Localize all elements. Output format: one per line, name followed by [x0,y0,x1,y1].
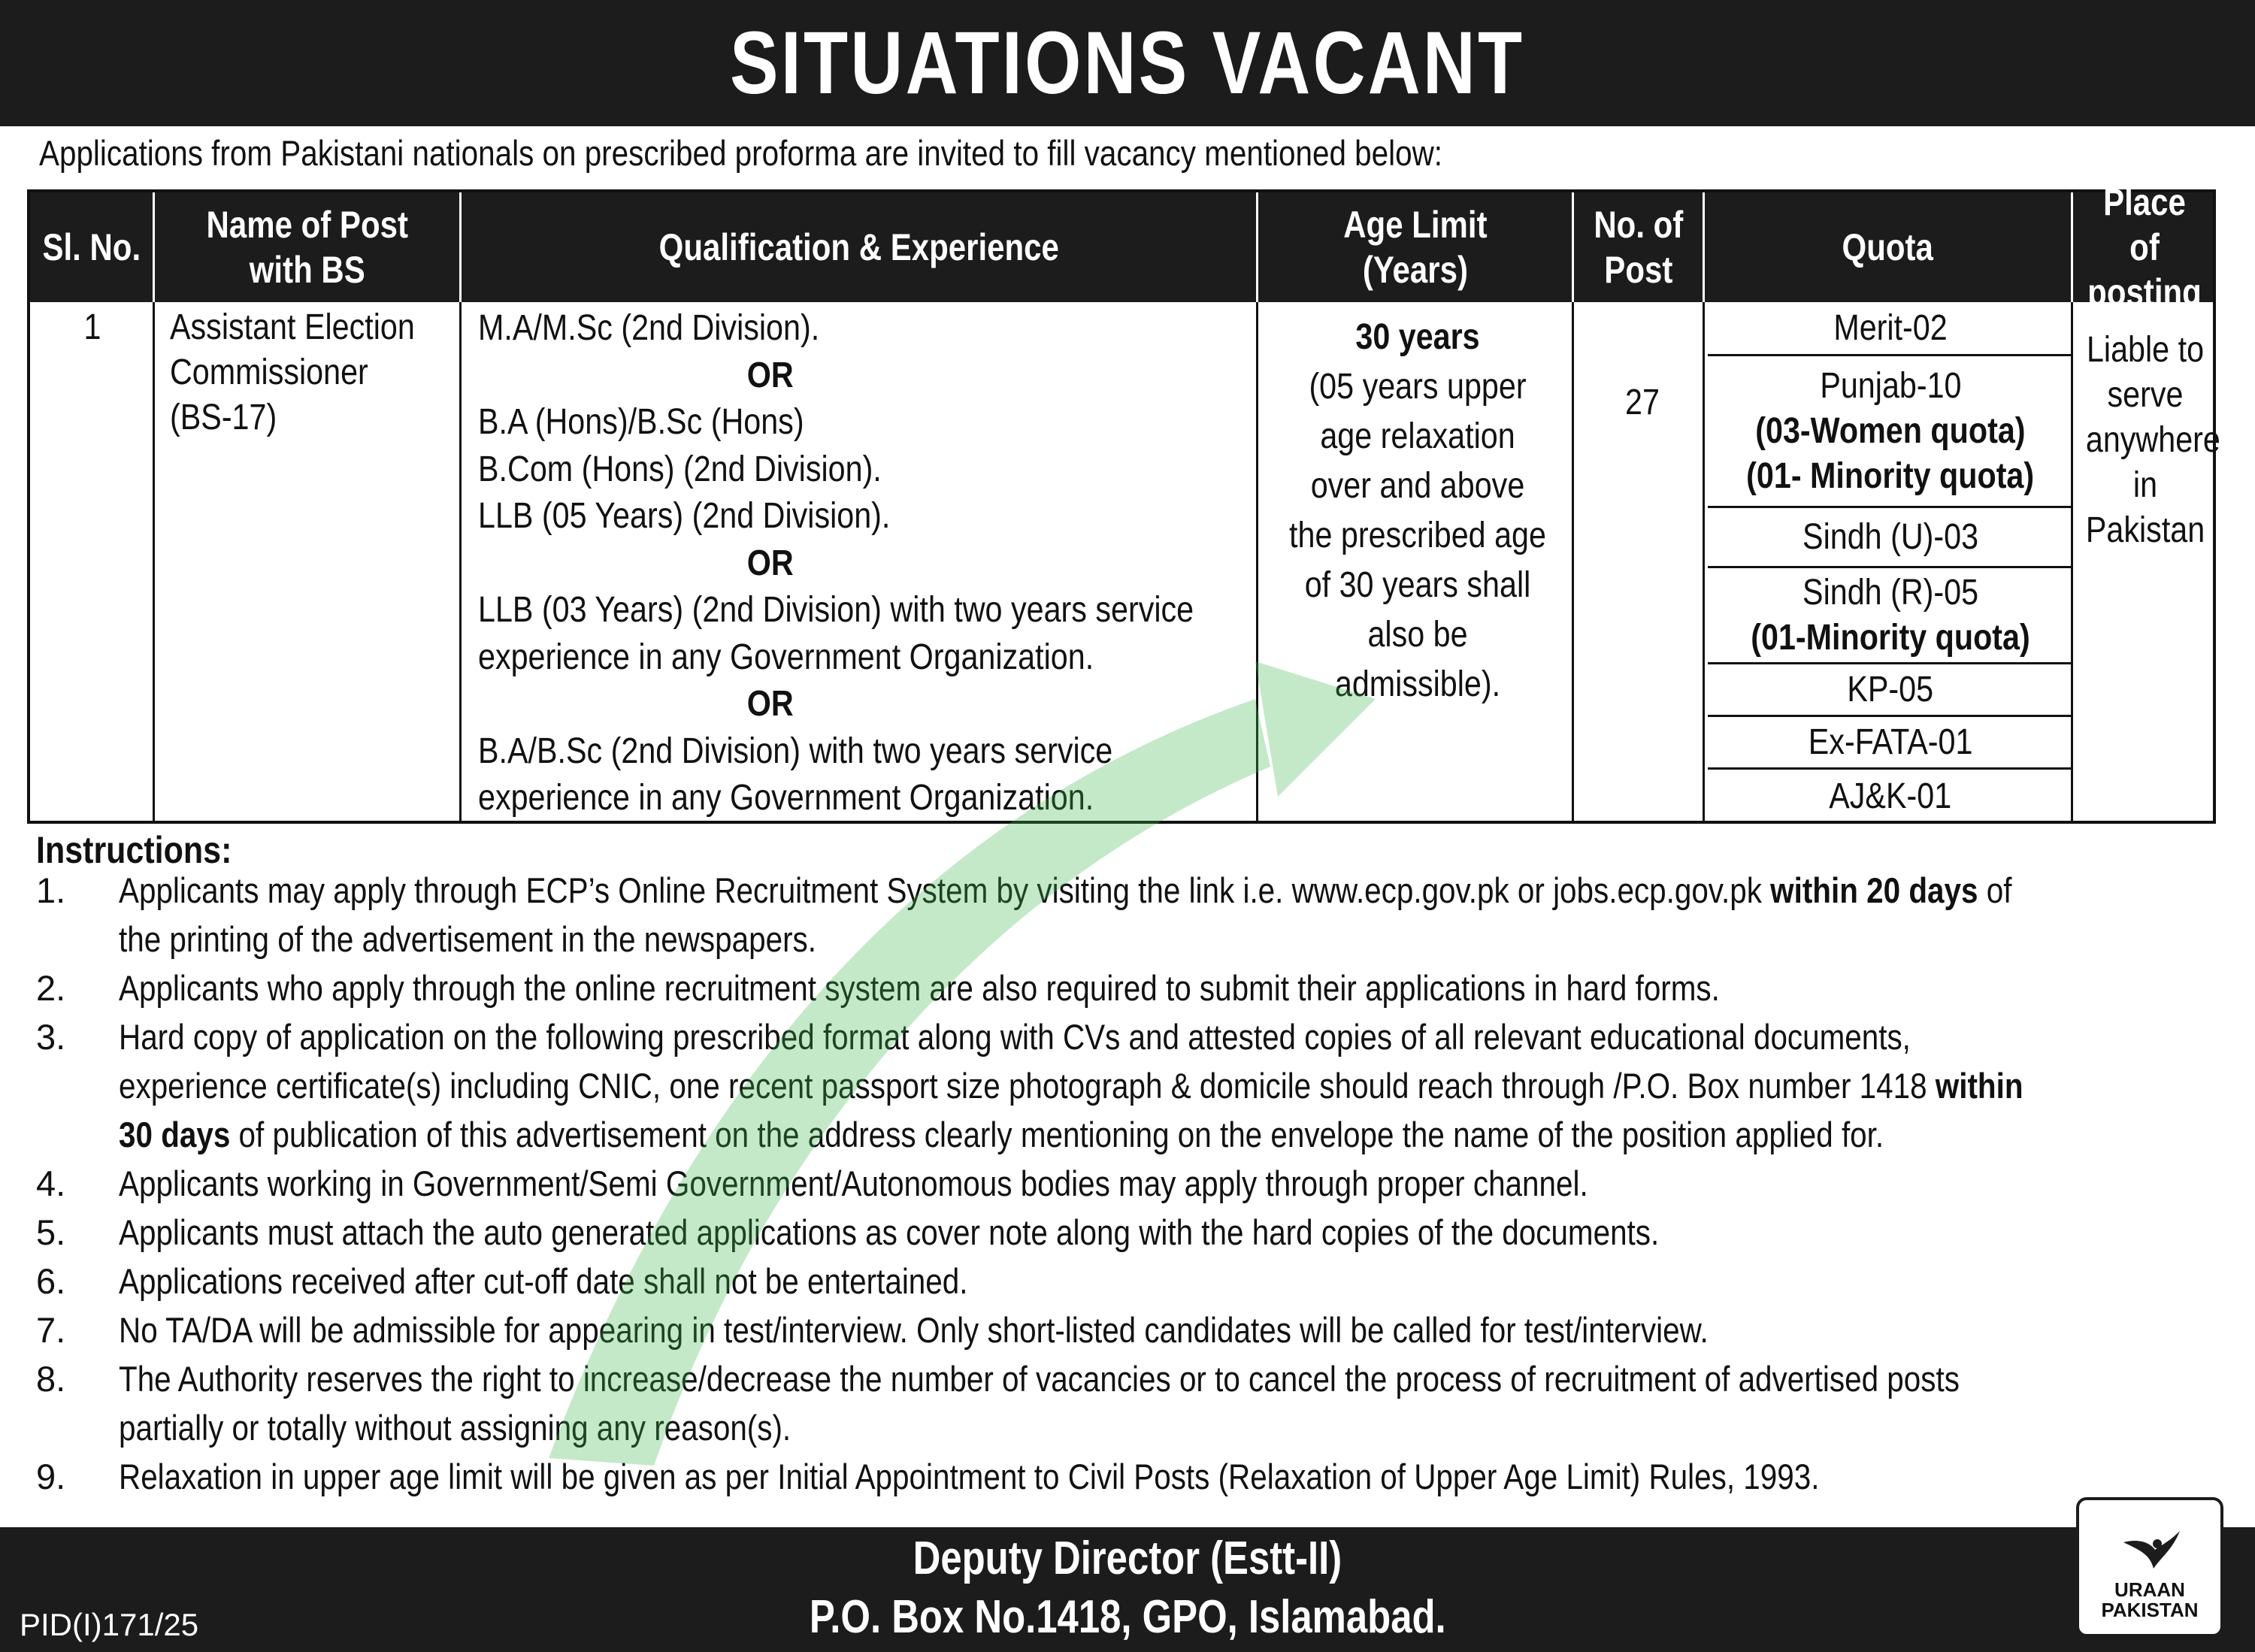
page-title: SITUATIONS VACANT [730,14,1525,113]
instruction-text: the printing of the advertisement in the newspapers. [119,919,816,959]
age-limit-line: of 30 years shall [1304,565,1531,605]
column-header: Sl. No. [30,192,155,302]
instructions-title: Instructions: [36,829,232,871]
qualification-or: OR [746,684,794,724]
table-divider [459,302,462,824]
pid-code: PID(I)171/25 [20,1607,199,1642]
quota-line: Sindh (U)-03 [1802,516,1978,557]
table-header [30,181,2213,313]
uraan-pakistan-logo [2076,1497,2223,1637]
quota-line: (03-Women quota) [1755,410,2026,451]
posting-line: in [2132,465,2158,505]
qualification-line: B.A/B.Sc (2nd Division) with two years service [478,731,1113,771]
intro-text: Applications from Pakistani nationals on prescribed proforma are invited to fill vacancy mentioned below: [39,133,1443,173]
instruction-number: 6. [36,1261,66,1301]
quota-line: Sindh (R)-05 [1802,572,1978,613]
vacancy-table [27,181,2220,824]
instruction-text: Relaxation in upper age limit will be given as per Initial Appointment to Civil Posts (Relaxation of Upper Age Limit) Rules, 1993. [119,1457,1820,1496]
cell-place-of-posting [2076,328,2220,553]
posting-line: serve [2107,375,2184,415]
quota-cell [1708,302,2073,356]
logo-text-line1: URAAN [2114,1578,2185,1601]
instruction-emphasis: within 20 days [1770,870,1978,910]
quota-line: KP-05 [1847,669,1934,710]
footer-bar [0,1527,2255,1652]
instruction-number: 2. [36,968,66,1008]
age-limit-line: over and above [1310,466,1525,506]
age-limit-line: (05 years upper [1309,367,1527,407]
instruction-number: 8. [36,1359,66,1399]
quota-line: (01- Minority quota) [1746,455,2035,496]
instruction-text: Hard copy of application on the following prescribed format along with CVs and attested copies of all relevant educational documents, [119,1017,1911,1057]
column-header: Quota [1705,192,2073,302]
column-header: Name of Post with BS [155,192,462,302]
age-limit-line: admissible). [1334,664,1501,704]
qualification-line: experience in any Government Organization. [478,637,1094,677]
instruction-number: 1. [36,870,66,910]
quota-line: Merit-02 [1833,307,1948,348]
table-divider [153,302,155,824]
instruction-text: Applicants who apply through the online recruitment system are also required to submit their applications in hard forms. [119,968,1720,1008]
instruction-text: The Authority reserves the right to increase/decrease the number of vacancies or to cancel the process of recruitment of advertised posts [119,1359,1960,1399]
instruction-text: No TA/DA will be admissible for appearing in test/interview. Only short-listed candidates will be called for test/interview. [119,1310,1709,1350]
instruction-text: Applicants working in Government/Semi Government/Autonomous bodies may apply through proper channel. [119,1163,1588,1203]
quota-line: Punjab-10 [1819,365,1962,406]
cell-post-name [170,305,456,440]
qualification-line: LLB (05 Years) (2nd Division). [478,496,891,536]
qualification-line: M.A/M.Sc (2nd Division). [478,308,820,348]
instruction-number: 9. [36,1457,66,1496]
footer-designation: Deputy Director (Estt-II) [913,1532,1342,1584]
instruction-text: experience certificate(s) including CNIC, one recent passport size photograph & domicile should reach through /P.O. Box number 1418 [119,1066,1936,1106]
footer-address: P.O. Box No.1418, GPO, Islamabad. [809,1591,1446,1643]
quota-line: Ex-FATA-01 [1808,722,1973,762]
quota-cell [1708,664,2073,717]
qualification-line: B.A (Hons)/B.Sc (Hons) [478,402,804,442]
eagle-icon [2116,1527,2184,1580]
quota-cell [1708,770,2073,824]
qualification-line: experience in any Government Organization. [478,778,1094,818]
instruction-text: of [1978,870,2012,910]
post-name-line: (BS-17) [170,398,277,437]
cell-qualification [478,305,1275,822]
instruction-emphasis: within [1935,1066,2023,1106]
instruction-text: Applicants must attach the auto generated applications as cover note along with the hard copies of the documents. [119,1212,1660,1252]
age-limit-line: also be [1367,615,1468,655]
column-header: Place of posting [2087,181,2202,313]
posting-line: Pakistan [2085,510,2205,550]
quota-line: AJ&K-01 [1829,776,1952,816]
instruction-number: 3. [36,1017,66,1057]
column-header: No. of Post [1574,192,1705,302]
qualification-or: OR [746,355,794,395]
qualification-line: B.Com (Hons) (2nd Division). [478,449,882,489]
instruction-number: 7. [36,1310,66,1350]
cell-sl-no: 1 [83,307,101,347]
instruction-number: 5. [36,1212,66,1252]
quota-cell [1708,356,2073,508]
logo-text-line2: PAKISTAN [2101,1599,2199,1621]
qualification-or: OR [746,543,794,583]
cell-age-limit [1261,313,1574,710]
age-limit-line: the prescribed age [1289,516,1546,555]
instruction-text: Applicants may apply through ECP’s Online Recruitment System by visiting the link i.e. www.ecp.gov.pk or jobs.ecp.gov.pk [119,870,1771,910]
posting-line: anywhere [2085,420,2220,460]
quota-cell [1708,717,2073,770]
column-header: Qualification & Experience [462,192,1258,302]
post-name-line: Commissioner [170,352,368,392]
post-name-line: Assistant Election [170,307,415,347]
quota-line: (01-Minority quota) [1751,617,2030,658]
header-bar [0,0,2255,126]
instruction-emphasis: 30 days [119,1115,231,1154]
age-limit-line: age relaxation [1320,416,1515,456]
cell-no-of-post: 27 [1625,383,1660,422]
age-limit-heading: 30 years [1355,317,1480,357]
qualification-line: LLB (03 Years) (2nd Division) with two years service [478,590,1194,630]
instruction-text: partially or totally without assigning any reason(s). [119,1408,792,1448]
quota-cell [1708,568,2073,664]
column-header: Age Limit (Years) [1258,192,1574,302]
instruction-number: 4. [36,1163,66,1203]
posting-line: Liable to [2086,330,2205,370]
instruction-text: of publication of this advertisement on the address clearly mentioning on the envelope the name of the position applied for. [230,1115,1884,1154]
instruction-text: Applications received after cut-off date shall not be entertained. [119,1261,968,1301]
quota-cell [1708,508,2073,568]
